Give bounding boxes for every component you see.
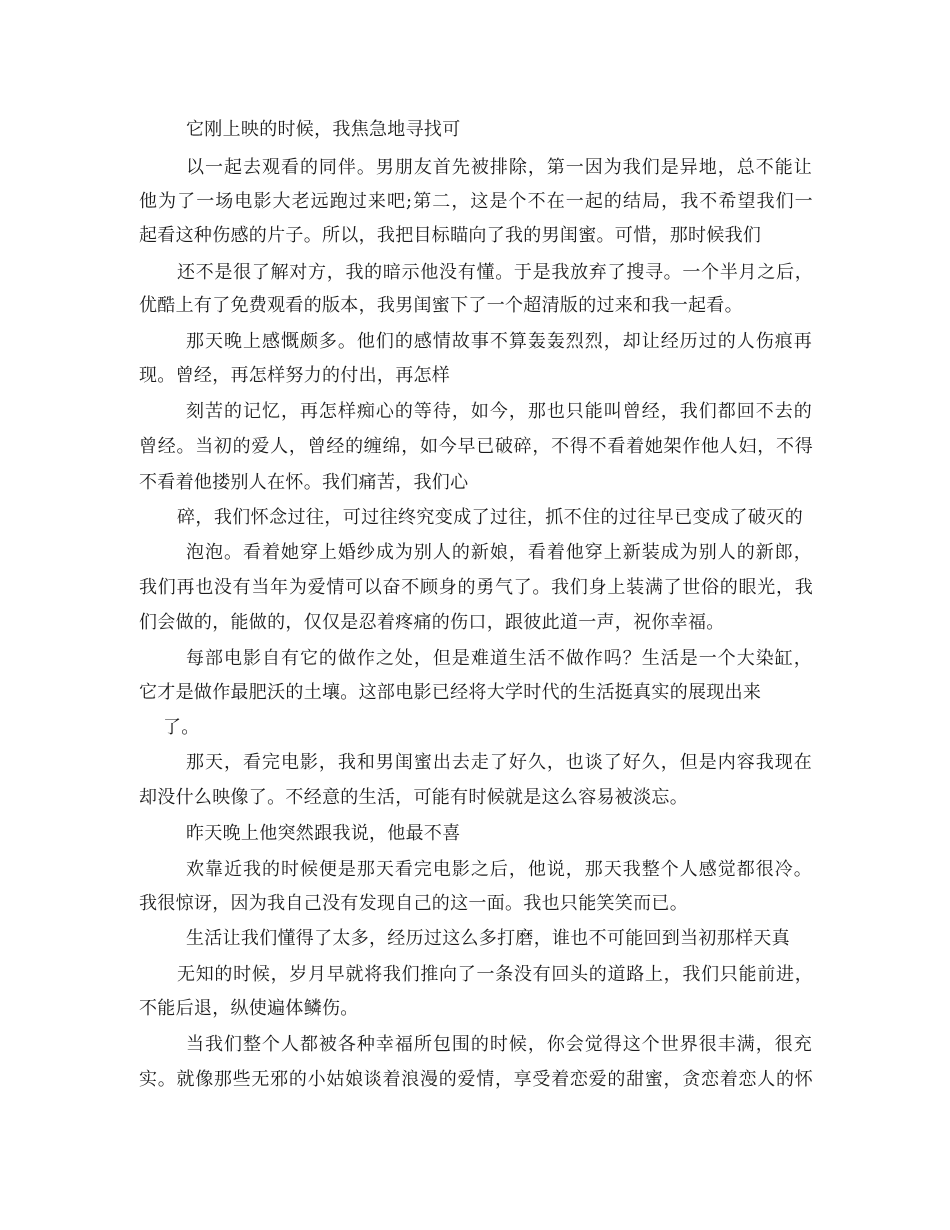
text-line: 泡泡。看着她穿上婚纱成为别人的新娘，看着他穿上新装成为别人的新郎， — [186, 542, 812, 563]
text-line: 实。就像那些无邪的小姑娘谈着浪漫的爱情，享受着恋爱的甜蜜，贪恋着恋人的怀 — [139, 1069, 813, 1090]
text-line: 我很惊讶，因为我自己没有发现自己的这一面。我也只能笑笑而已。 — [139, 893, 688, 914]
text-line: 每部电影自有它的做作之处，但是难道生活不做作吗？生活是一个大染缸， — [186, 648, 812, 669]
text-line: 碎，我们怀念过往，可过往终究变成了过往，抓不住的过往早已变成了破灭的 — [177, 507, 803, 528]
text-line: 刻苦的记忆，再怎样痴心的等待，如今，那也只能叫曾经，我们都回不去的 — [186, 401, 812, 422]
text-line: 以一起去观看的同伴。男朋友首先被排除，第一因为我们是异地，总不能让 — [186, 157, 812, 178]
text-line: 不能后退，纵使遍体鳞伤。 — [139, 998, 359, 1019]
text-line: 起看这种伤感的片子。所以，我把目标瞄向了我的男闺蜜。可惜，那时候我们 — [139, 225, 762, 246]
text-line: 那天晚上感慨颇多。他们的感情故事不算轰轰烈烈，却让经历过的人伤痕再 — [186, 331, 812, 352]
text-line: 我们再也没有当年为爱情可以奋不顾身的勇气了。我们身上装满了世俗的眼光，我 — [139, 577, 813, 598]
text-line: 曾经。当初的爱人，曾经的缠绵，如今早已破碎，不得不看着她架作他人妇，不得 — [139, 436, 813, 457]
text-line: 它刚上映的时候，我焦急地寻找可 — [186, 119, 461, 140]
text-line: 现。曾经，再怎样努力的付出，再怎样 — [139, 365, 451, 386]
text-line: 他为了一场电影大老远跑过来吧;第二，这是个不在一起的结局，我不希望我们一 — [139, 191, 813, 212]
text-line: 无知的时候，岁月早就将我们推向了一条没有回头的道路上，我们只能前进， — [177, 964, 813, 985]
text-line: 们会做的，能做的，仅仅是忍着疼痛的伤口，跟彼此道一声，祝你幸福。 — [139, 612, 725, 633]
text-line: 它才是做作最肥沃的土壤。这部电影已经将大学时代的生活挺真实的展现出来 — [139, 682, 762, 703]
text-line: 昨天晚上他突然跟我说，他最不喜 — [186, 823, 461, 844]
text-line: 还不是很了解对方，我的暗示他没有懂。于是我放弃了搜寻。一个半月之后， — [177, 262, 813, 283]
text-line: 却没什么映像了。不经意的生活，可能有时候就是这么容易被淡忘。 — [139, 787, 688, 808]
text-line: 优酷上有了免费观看的版本，我男闺蜜下了一个超清版的过来和我一起看。 — [139, 295, 743, 316]
text-line: 欢靠近我的时候便是那天看完电影之后，他说，那天我整个人感觉都很冷。 — [186, 859, 812, 880]
text-line: 当我们整个人都被各种幸福所包围的时候，你会觉得这个世界很丰满，很充 — [186, 1034, 812, 1055]
text-line: 不看着他搂别人在怀。我们痛苦，我们心 — [139, 472, 469, 493]
text-line: 了。 — [163, 717, 200, 738]
text-line: 生活让我们懂得了太多，经历过这么多打磨，谁也不可能回到当初那样天真 — [186, 928, 790, 949]
text-line: 那天，看完电影，我和男闺蜜出去走了好久，也谈了好久，但是内容我现在 — [186, 752, 812, 773]
